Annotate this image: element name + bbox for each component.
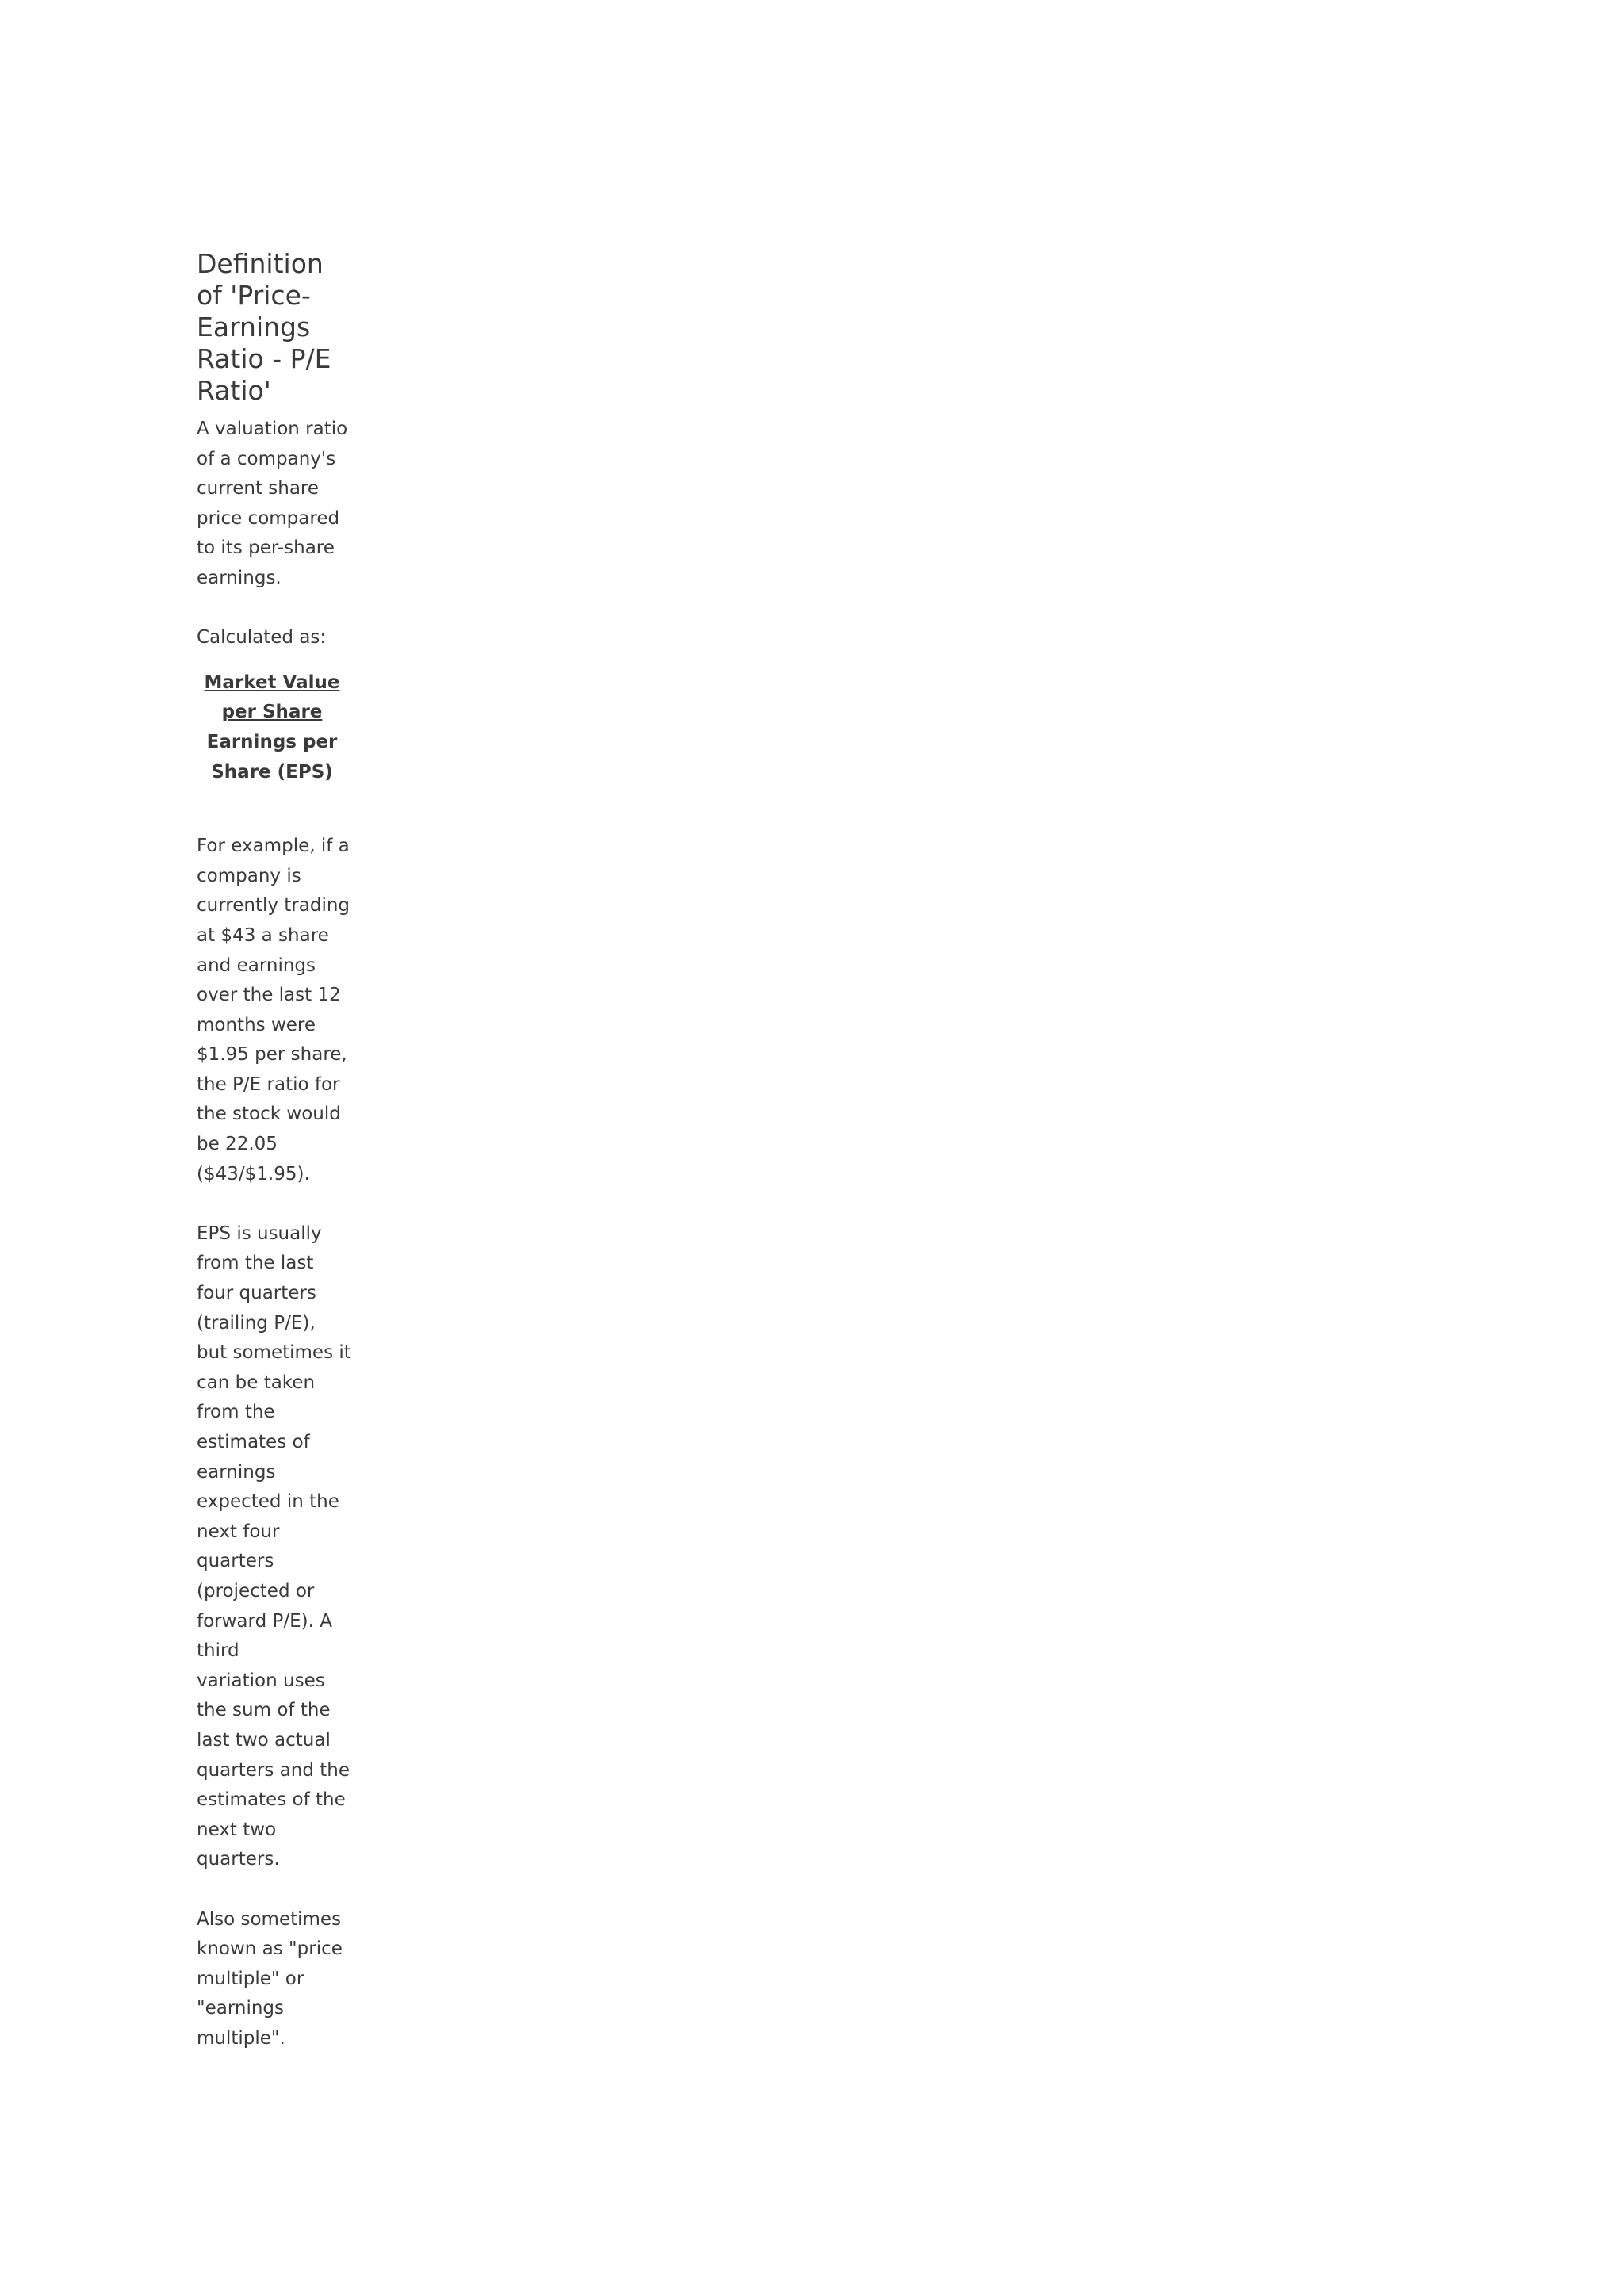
page-title bbox=[197, 248, 352, 407]
intro-paragraph bbox=[197, 415, 352, 594]
text-line: next four bbox=[197, 1521, 280, 1542]
paragraph-gap bbox=[197, 1875, 352, 1905]
text-line: Calculated as: bbox=[197, 627, 327, 649]
article-column bbox=[197, 248, 352, 2053]
title-line: Ratio - P/E bbox=[197, 343, 331, 374]
text-line: four quarters bbox=[197, 1283, 316, 1304]
calculated-as-label bbox=[197, 623, 352, 653]
text-line: and earnings bbox=[197, 955, 316, 976]
pe-formula bbox=[193, 668, 351, 787]
text-line: estimates of bbox=[197, 1432, 310, 1452]
text-line: price compared bbox=[197, 507, 340, 529]
text-line: known as "price bbox=[197, 1938, 343, 1960]
text-line: (trailing P/E), bbox=[197, 1312, 316, 1334]
text-line: to its per-share bbox=[197, 538, 335, 559]
text-line: quarters and the bbox=[197, 1759, 350, 1781]
text-line: at $43 a share bbox=[197, 924, 329, 946]
text-line: multiple". bbox=[197, 2027, 285, 2049]
text-line: over the last 12 bbox=[197, 985, 341, 1006]
title-line: Ratio' bbox=[197, 375, 271, 406]
text-line: variation uses bbox=[197, 1670, 325, 1691]
text-line: but sometimes it bbox=[197, 1342, 351, 1364]
text-line: ($43/$1.95). bbox=[197, 1163, 310, 1184]
numerator-line: Market Value bbox=[204, 672, 340, 693]
text-line: "earnings bbox=[197, 1998, 285, 2019]
paragraph-gap bbox=[197, 594, 352, 624]
formula-denominator bbox=[193, 728, 351, 787]
paragraph-gap bbox=[197, 787, 352, 832]
text-line: earnings bbox=[197, 1461, 276, 1483]
text-line: be 22.05 bbox=[197, 1134, 278, 1155]
title-line: Earnings bbox=[197, 312, 311, 342]
text-line: the sum of the bbox=[197, 1700, 331, 1721]
text-line: Also sometimes bbox=[197, 1908, 342, 1930]
text-line: earnings. bbox=[197, 567, 282, 588]
eps-paragraph bbox=[197, 1219, 352, 1875]
text-line: from the last bbox=[197, 1253, 314, 1274]
text-line: company is bbox=[197, 865, 301, 886]
text-line: estimates of the bbox=[197, 1789, 346, 1811]
title-line: of 'Price- bbox=[197, 280, 311, 311]
text-line: months were bbox=[197, 1014, 316, 1035]
formula-numerator bbox=[193, 668, 351, 728]
title-line: Definition bbox=[197, 248, 324, 279]
text-line: forward P/E). A bbox=[197, 1610, 332, 1632]
paragraph-gap bbox=[197, 1189, 352, 1219]
text-line: A valuation ratio bbox=[197, 419, 348, 439]
text-line: currently trading bbox=[197, 895, 350, 916]
also-known-paragraph bbox=[197, 1905, 352, 2054]
text-line: can be taken bbox=[197, 1372, 316, 1393]
text-line: quarters bbox=[197, 1551, 274, 1572]
text-line: EPS is usually bbox=[197, 1223, 322, 1244]
text-line: expected in the bbox=[197, 1491, 339, 1513]
text-line: (projected or bbox=[197, 1580, 315, 1601]
text-line: the P/E ratio for bbox=[197, 1073, 340, 1095]
text-line: of a company's bbox=[197, 448, 336, 469]
denominator-line: Earnings per bbox=[206, 731, 338, 752]
text-line: quarters. bbox=[197, 1849, 280, 1870]
example-paragraph bbox=[197, 832, 352, 1189]
numerator-line: per Share bbox=[221, 702, 323, 723]
text-line: the stock would bbox=[197, 1104, 341, 1125]
text-line: from the bbox=[197, 1402, 275, 1423]
text-line: third bbox=[197, 1640, 239, 1662]
text-line: next two bbox=[197, 1819, 277, 1840]
text-line: current share bbox=[197, 478, 320, 499]
text-line: last two actual bbox=[197, 1729, 331, 1751]
text-line: multiple" or bbox=[197, 1968, 304, 1989]
text-line: $1.95 per share, bbox=[197, 1044, 347, 1066]
denominator-line: Share (EPS) bbox=[211, 761, 333, 783]
text-line: For example, if a bbox=[197, 836, 350, 857]
